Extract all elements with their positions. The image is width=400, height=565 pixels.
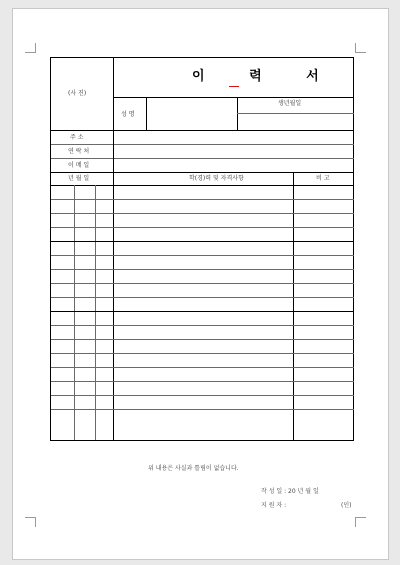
history-row-line: [51, 255, 354, 256]
photo-cell-border: [113, 58, 114, 130]
crop-mark-bottom-left: [35, 517, 36, 527]
history-row-line: [51, 409, 354, 410]
history-row-line: [51, 381, 354, 382]
title-divider: [113, 97, 354, 98]
history-row-line: [51, 339, 354, 340]
contact-row-top: [51, 144, 354, 145]
document-page: [12, 8, 389, 560]
birth-divider: [237, 113, 354, 114]
confirmation-statement: 위 내용은 사실과 틀림이 없습니다.: [148, 465, 239, 472]
photo-label: (사 진): [68, 90, 87, 97]
history-header-top: [51, 172, 354, 173]
history-row-line: [51, 367, 354, 368]
remarks-header: 비 고: [316, 175, 330, 182]
crop-mark-bottom-right: [355, 517, 356, 527]
applicant-label: 지 원 자 :: [261, 502, 287, 509]
history-row-line: [51, 325, 354, 326]
date-header: 년 월 일: [68, 175, 90, 182]
page-title: 이 력 서: [192, 69, 339, 84]
crop-mark-bottom-left: [25, 517, 35, 518]
history-row-line: [51, 297, 354, 298]
birth-label: 생년월일: [278, 100, 302, 107]
history-row-line: [51, 283, 354, 284]
resume-form: [50, 57, 354, 441]
history-row-line: [51, 213, 354, 214]
history-row-line: [51, 199, 354, 200]
contact-label: 연 락 처: [68, 148, 90, 155]
crop-mark-top-right: [356, 52, 366, 53]
email-row-top: [51, 158, 354, 159]
history-row-line: [51, 227, 354, 228]
history-row-line: [51, 353, 354, 354]
address-label: 주 소: [70, 134, 84, 141]
crop-mark-bottom-right: [356, 517, 366, 518]
history-header-bottom: [51, 185, 354, 186]
written-date-label: 작 성 일 : 20 년 월 일: [261, 488, 319, 495]
name-label-divider: [146, 97, 147, 130]
name-label: 성 명: [121, 111, 135, 118]
history-row-line: [51, 241, 354, 242]
email-label: 이 메 일: [68, 162, 90, 169]
crop-mark-top-left: [35, 43, 36, 53]
history-row-line: [51, 395, 354, 396]
crop-mark-top-left: [25, 52, 35, 53]
history-header: 학(경)력 및 자격사항: [189, 175, 244, 182]
month-day-divider: [95, 185, 96, 440]
title-underline: [229, 86, 239, 87]
address-row-top: [51, 130, 354, 131]
history-row-line: [51, 311, 354, 312]
year-month-divider: [74, 185, 75, 440]
seal-label: (인): [341, 502, 352, 509]
info-label-divider: [113, 130, 114, 172]
history-row-line: [51, 269, 354, 270]
